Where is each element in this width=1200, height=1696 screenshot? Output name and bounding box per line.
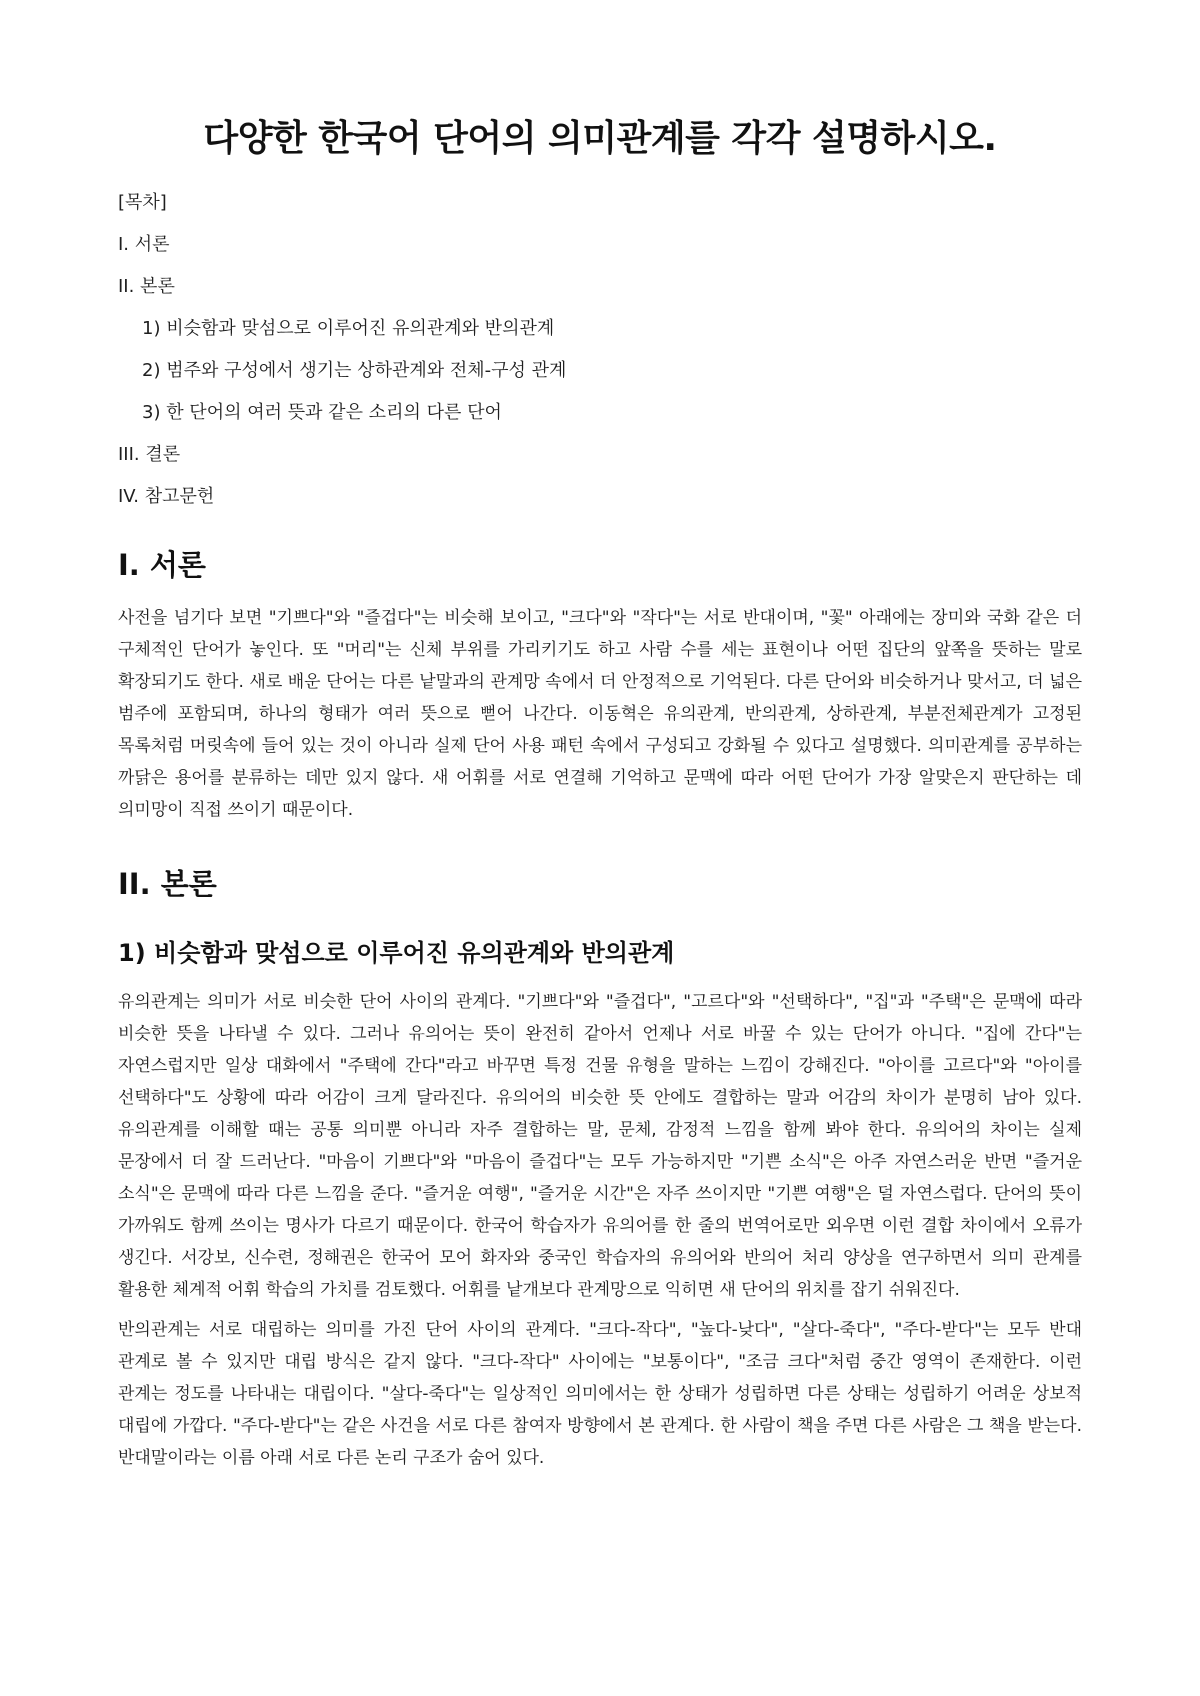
body-sub1-paragraph-1: 유의관계는 의미가 서로 비슷한 단어 사이의 관계다. "기쁘다"와 "즐겁다", "고르다"와 "선택하다", "집"과 "주택"은 문맥에 따라 비슷한 뜻을 나타낼 수 있다. 그러나 유의어는 뜻이 완전히 같아서 언제나 서로 바꿀 수 있는 단어가 아니다. "집에 간다"는 자연스럽지만 일상 대화에서 "주택에 간다"라고 바꾸면 특정 건물 유형을 말하는 느낌이 강해진다. "아이를 고르다"와 "아이를 선택하다"도 상황에 따라 어감이 크게 달라진다. 유의어의 비슷한 뜻 안에도 결합하는 말과 어감의 차이가 분명히 남아 있다. 유의관계를 이해할 때는 공통 의미뿐 아니라 자주 결합하는 말, 문체, 감정적 느낌을 함께 봐야 한다. 유의어의 차이는 실제 문장에서 더 잘 드러난다. "마음이 기쁘다"와 "마음이 즐겁다"는 모두 가능하지만 "기쁜 소식"은 아주 자연스러운 반면 "즐거운 소식"은 문맥에 따라 다른 느낌을 준다. "즐거운 여행", "즐거운 시간"은 자주 쓰이지만 "기쁜 여행"은 덜 자연스럽다. 단어의 뜻이 가까워도 함께 쓰이는 명사가 다르기 때문이다. 한국어 학습자가 유의어를 한 줄의 번역어로만 외우면 이런 결합 차이에서 오류가 생긴다. 서강보, 신수련, 정해권은 한국어 모어 화자와 중국인 학습자의 유의어와 반의어 처리 양상을 연구하면서 의미 관계를 활용한 체계적 어휘 학습의 가치를 검토했다. 어휘를 낱개보다 관계망으로 익히면 새 단어의 위치를 잡기 쉬워진다. xyxy=(118,992,1082,1300)
document-title: 다양한 한국어 단어의 의미관계를 각각 설명하시오. xyxy=(203,118,997,159)
toc-item-body-2: 2) 범주와 구성에서 생기는 상하관계와 전체-구성 관계 xyxy=(142,360,567,381)
body-sub1-heading: 1) 비슷함과 맞섬으로 이루어진 유의관계와 반의관계 xyxy=(118,939,675,967)
body-heading: II. 본론 xyxy=(118,867,217,901)
toc-item-intro: I. 서론 xyxy=(118,234,170,255)
toc-heading: [목차] xyxy=(118,192,167,213)
table-of-contents xyxy=(118,191,1082,509)
section-spacer xyxy=(118,921,1082,933)
intro-heading: I. 서론 xyxy=(118,548,206,582)
intro-paragraph: 사전을 넘기다 보면 "기쁘다"와 "즐겁다"는 비슷해 보이고, "크다"와 "작다"는 서로 반대이며, "꽃" 아래에는 장미와 국화 같은 더 구체적인 단어가 놓인다. 또 "머리"는 신체 부위를 가리키기도 하고 사람 수를 세는 표현이나 어떤 집단의 앞쪽을 뜻하는 말로 확장되기도 한다. 새로 배운 단어는 다른 낱말과의 관계망 속에서 더 안정적으로 기억된다. 다른 단어와 비슷하거나 맞서고, 더 넓은 범주에 포함되며, 하나의 형태가 여러 뜻으로 뻗어 나간다. 이동혁은 유의관계, 반의관계, 상하관계, 부분전체관계가 고정된 목록처럼 머릿속에 들어 있는 것이 아니라 실제 단어 사용 패턴 속에서 구성되고 강화될 수 있다고 설명했다. 의미관계를 공부하는 까닭은 용어를 분류하는 데만 있지 않다. 새 어휘를 서로 연결해 기억하고 문맥에 따라 어떤 단어가 가장 알맞은지 판단하는 데 의미망이 직접 쓰이기 때문이다. xyxy=(118,608,1082,820)
toc-item-body: II. 본론 xyxy=(118,276,175,297)
body-sub1-paragraph-2: 반의관계는 서로 대립하는 의미를 가진 단어 사이의 관계다. "크다-작다", "높다-낮다", "살다-죽다", "주다-받다"는 모두 반대 관계로 볼 수 있지만 대립 방식은 같지 않다. "크다-작다" 사이에는 "보통이다", "조금 크다"처럼 중간 영역이 존재한다. 이런 관계는 정도를 나타내는 대립이다. "살다-죽다"는 일상적인 의미에서는 한 상태가 성립하면 다른 상태는 성립하기 어려운 상보적 대립에 가깝다. "주다-받다"는 같은 사건을 서로 다른 참여자 방향에서 본 관계다. 한 사람이 책을 주면 다른 사람은 그 책을 받는다. 반대말이라는 이름 아래 서로 다른 논리 구조가 숨어 있다. xyxy=(118,1320,1082,1468)
toc-item-references: IV. 참고문헌 xyxy=(118,486,215,507)
section-spacer xyxy=(118,834,1082,862)
toc-item-body-1: 1) 비슷함과 맞섬으로 이루어진 유의관계와 반의관계 xyxy=(142,318,555,339)
toc-item-body-3: 3) 한 단어의 여러 뜻과 같은 소리의 다른 단어 xyxy=(142,402,502,423)
toc-item-conclusion: III. 결론 xyxy=(118,444,181,465)
